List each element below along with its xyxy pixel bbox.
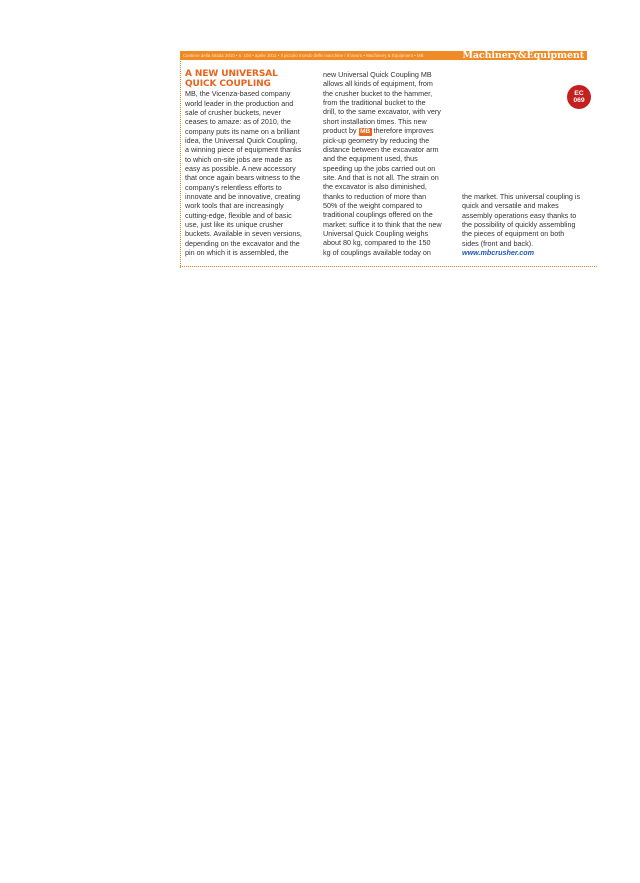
mb-brand-badge: MB [360,128,371,136]
text-line: the possibility of quickly assembling [462,220,576,230]
text-line: depending on the excavator and the [185,238,300,248]
text-line: company's relentless efforts to [185,182,282,192]
column-1-body [185,89,317,257]
article-column-3 [462,192,592,257]
product-prefix: product by [323,126,357,136]
text-line: quick and versatile and makes [462,201,559,211]
header-bar [180,51,587,60]
column-2-body-top [323,70,455,126]
text-line: from the traditional bucket to the [323,98,426,108]
header-meta: Cantiere della strada 2010 • n. 104 • aprile 2011 • Il piccolo mondo delle macchine / Il lavoro • Machinery & Equipment • MB [183,53,424,58]
text-line: thanks to reduction of more than [323,191,427,201]
text-line: kg of couplings available today on [323,247,431,257]
text-line: site. And that is not all. The strain on [323,172,439,182]
section-title: Machinery&Equipment [462,50,584,61]
title-line: A NEW UNIVERSAL [185,69,278,79]
text-line: a winning piece of equipment thanks [185,145,302,155]
ec-badge-line1: EC [574,90,584,97]
text-line: to which on-site jobs are made as [185,154,293,164]
article-column-1 [185,70,317,257]
text-line: easy as possible. A new accessory [185,163,296,173]
text-line: pick-up geometry by reducing the [323,135,430,145]
text-line: market: suffice it to think that the new [323,219,442,229]
title-line: QUICK COUPLING [185,78,271,89]
text-line: innovate and be innovative, creating [185,191,301,201]
text-line: and the equipment used, thus [323,154,418,164]
text-line: about 80 kg, compared to the 150 [323,238,431,248]
text-line: use, just like its unique crusher [185,220,284,229]
text-line: assembly operations easy thanks to [462,210,577,220]
product-line [323,126,455,136]
text-line: company puts its name on a brilliant [185,126,300,136]
text-line: world leader in the production and [185,98,294,108]
text-line: Universal Quick Coupling weighs [323,229,429,238]
text-line: buckets. Available in seven versions, [185,229,302,239]
text-line: the crusher bucket to the hammer, [323,88,433,98]
product-suffix: therefore improves [373,126,434,136]
text-line: speeding up the jobs carried out on [323,163,436,173]
text-line: ceases to amaze: as of 2010, the [185,117,291,127]
article-column-2 [323,70,455,257]
text-line: drill, to the same excavator, with very [323,107,441,117]
text-line: idea, the Universal Quick Coupling, [185,135,298,145]
article-title [185,70,317,89]
column-3-body [462,192,592,248]
text-line: 50% of the weight compared to [323,200,423,210]
text-line: pin on which it is assembled, the [185,248,289,258]
text-line: the excavator is also diminished, [323,182,427,192]
ec-badge-line2: 069 [573,97,585,104]
text-line: cutting-edge, flexible and of basic [185,210,292,220]
text-line: distance between the excavator arm [323,144,439,154]
text-line: short installation times. This new [323,116,427,126]
left-dotted-border [180,61,181,268]
text-line: sides (front and back). [462,238,534,248]
text-line: traditional couplings offered on the [323,210,433,220]
column-2-body-bottom [323,136,455,257]
text-line: the pieces of equipment on both [462,229,565,239]
text-line: MB, the Vicenza-based company [185,89,291,99]
text-line: the market. This universal coupling is [462,192,581,201]
text-line: work tools that are increasingly [185,201,284,211]
ec-badge [567,85,591,109]
text-line: new Universal Quick Coupling MB [323,70,432,79]
text-line: that once again bears witness to the [185,173,301,183]
text-line: allows all kinds of equipment, from [323,79,433,89]
website-link[interactable]: www.mbcrusher.com [462,248,535,258]
text-line: sale of crusher buckets, never [185,107,281,117]
bottom-dotted-border [180,266,597,267]
